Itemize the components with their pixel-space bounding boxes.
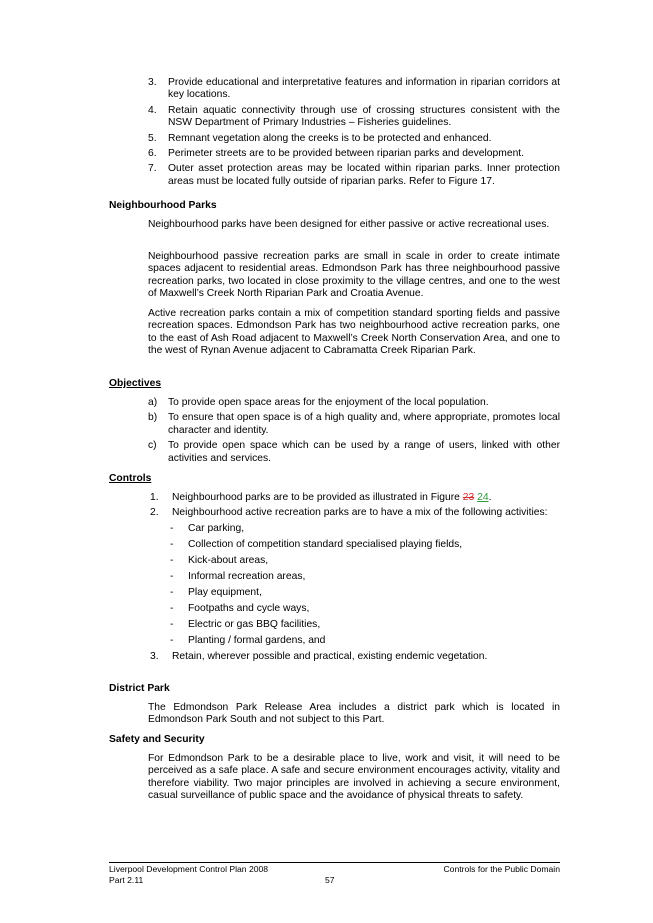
- list-item: 1. Neighbourhood parks are to be provided as illustrated in Figure 23 24.: [150, 492, 492, 503]
- district-park-heading: District Park: [109, 683, 170, 694]
- inserted-figure-number: 24: [477, 492, 489, 503]
- list-item: 2. Neighbourhood active recreation parks are to have a mix of the following activities:: [150, 507, 548, 519]
- list-item: c) To provide open space which can be used by a range of users, linked with other activities and services.: [148, 440, 560, 464]
- activity-item: - Informal recreation areas,: [170, 570, 306, 582]
- activity-item: - Kick-about areas,: [170, 554, 269, 566]
- list-item: 7. Outer asset protection areas may be located within riparian parks. Inner protection areas must be located fully outside of riparian parks. Refer to Figure 17.: [148, 163, 560, 187]
- safety-security-heading: Safety and Security: [109, 734, 205, 745]
- activity-item: - Car parking,: [170, 522, 245, 534]
- page-number: 57: [325, 875, 335, 885]
- list-item: 3. Retain, wherever possible and practical, existing endemic vegetation.: [150, 650, 488, 662]
- neighbourhood-paragraph-1: Neighbourhood parks have been designed for either passive or active recreational uses.: [148, 219, 550, 230]
- controls-heading: Controls: [109, 473, 152, 484]
- neighbourhood-paragraph-2: Neighbourhood passive recreation parks are small in scale in order to create intimate spaces adjacent to residential areas. Edmondson Park has three neighbourhood passive recreation parks, two located in close proximity to the village centres, and one to the west of Maxwell’s Creek North Riparian Park and Croatia Avenue.: [148, 251, 560, 300]
- footer-document-title: Liverpool Development Control Plan 2008: [109, 864, 269, 874]
- safety-paragraph: For Edmondson Park to be a desirable place to live, work and visit, it will need to be perceived as a safe place. A safe and secure environment encourages activity, vitality and therefore viability. Two major principles are involved in achieving a secure environment, casual surveillance of public space and the avoidance of physical threats to safety.: [148, 753, 560, 802]
- riparian-controls-list: [148, 77, 560, 191]
- footer-divider: [109, 862, 560, 863]
- neighbourhood-parks-heading: Neighbourhood Parks: [109, 200, 217, 211]
- list-item: 4. Retain aquatic connectivity through use of crossing structures consistent with the NSW Department of Primary Industries – Fisheries guidelines.: [148, 104, 560, 129]
- objectives-heading: Objectives: [109, 378, 162, 389]
- activity-item: - Collection of competition standard specialised playing fields,: [170, 538, 463, 550]
- deleted-figure-number: 23: [462, 492, 475, 503]
- activity-item: - Planting / formal gardens, and: [170, 634, 326, 646]
- activity-item: - Footpaths and cycle ways,: [170, 602, 310, 614]
- list-item: 3. Provide educational and interpretative features and information in riparian corridors at key locations.: [148, 77, 560, 101]
- controls-list: [148, 492, 560, 666]
- list-item: b) To ensure that open space is of a high quality and, where appropriate, promotes local character and identity.: [148, 412, 560, 436]
- district-paragraph: The Edmondson Park Release Area includes a district park which is located in Edmondson Park South and not subject to this Part.: [148, 702, 560, 726]
- footer-section-title: Controls for the Public Domain: [443, 864, 560, 874]
- list-item: 6. Perimeter streets are to be provided between riparian parks and development.: [148, 148, 525, 160]
- activity-item: - Electric or gas BBQ facilities,: [170, 618, 321, 630]
- footer-part-number: Part 2.11: [109, 875, 144, 885]
- list-item: a) To provide open space areas for the enjoyment of the local population.: [148, 397, 489, 408]
- list-item: 5. Remnant vegetation along the creeks is to be protected and enhanced.: [148, 132, 492, 144]
- neighbourhood-paragraph-3: Active recreation parks contain a mix of competition standard sporting fields and passive recreation spaces. Edmondson Park has two neighbourhood active recreation parks, one to the east of Ash Road adjacent to Maxwell’s Creek North Conservation Area, and one to the west of Rynan Avenue adjacent to Cabramatta Creek Riparian Park.: [148, 308, 560, 357]
- activity-item: - Play equipment,: [170, 586, 262, 598]
- objectives-list: [148, 397, 560, 468]
